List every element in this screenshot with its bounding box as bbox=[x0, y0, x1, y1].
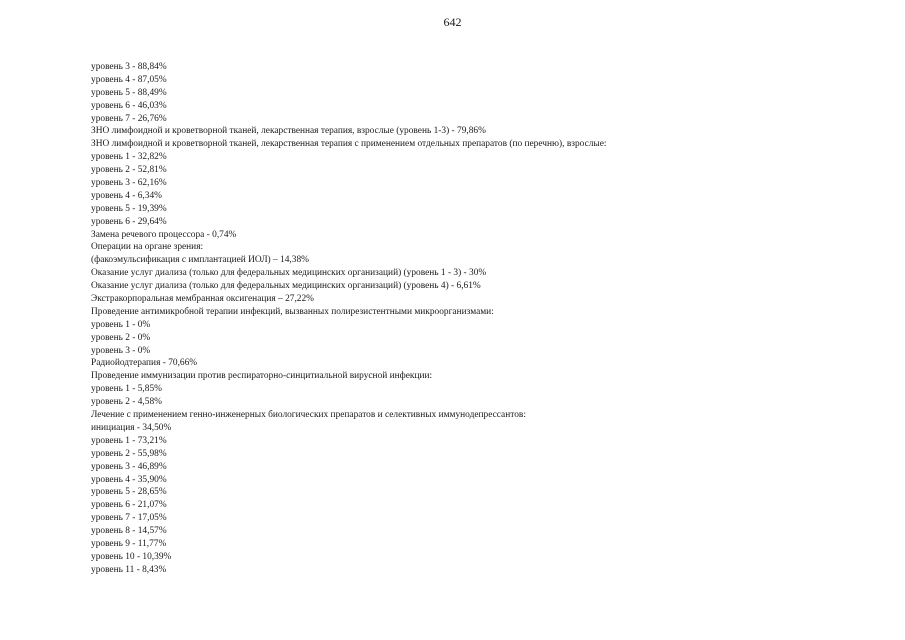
text-line: уровень 6 - 29,64% bbox=[91, 216, 167, 227]
text-line: уровень 6 - 21,07% bbox=[91, 500, 167, 511]
text-line: Проведение антимикробной терапии инфекций, вызванных полирезистентными микроорганизмами: bbox=[91, 306, 494, 317]
text-line: уровень 1 - 73,21% bbox=[91, 435, 167, 446]
text-line: уровень 5 - 88,49% bbox=[91, 87, 167, 98]
text-line: уровень 10 - 10,39% bbox=[91, 551, 172, 562]
text-line: Оказание услуг диализа (только для федеральных медицинских организаций) (уровень 1 - 3) - 30% bbox=[91, 268, 487, 279]
text-line: уровень 11 - 8,43% bbox=[91, 564, 167, 575]
text-line: ЗНО лимфоидной и кроветворной тканей, лекарственная терапия, взрослые (уровень 1-3) - 79,86% bbox=[91, 126, 486, 137]
text-line: Замена речевого процессора - 0,74% bbox=[91, 229, 237, 240]
text-line: уровень 2 - 52,81% bbox=[91, 165, 167, 176]
text-line: уровень 6 - 46,03% bbox=[91, 100, 167, 111]
document-body bbox=[91, 61, 881, 577]
text-line: Операции на органе зрения: bbox=[91, 242, 204, 253]
text-line: уровень 7 - 26,76% bbox=[91, 113, 167, 124]
text-line: Радиойодтерапия - 70,66% bbox=[91, 358, 198, 369]
text-line: Лечение с применением генно-инженерных биологических препаратов и селективных иммунодепрессантов: bbox=[91, 410, 526, 421]
text-line: Проведение иммунизации против респираторно-синцитиальной вирусной инфекции: bbox=[91, 371, 433, 382]
text-line: уровень 3 - 62,16% bbox=[91, 178, 167, 189]
text-line: уровень 5 - 28,65% bbox=[91, 487, 167, 498]
text-line: уровень 4 - 35,90% bbox=[91, 474, 167, 485]
text-line: уровень 1 - 0% bbox=[91, 319, 151, 330]
text-line: уровень 7 - 17,05% bbox=[91, 513, 167, 524]
text-line: уровень 5 - 19,39% bbox=[91, 203, 167, 214]
text-line: ЗНО лимфоидной и кроветворной тканей, лекарственная терапия с применением отдельных препаратов (по перечню), взрослые: bbox=[91, 139, 607, 150]
text-line: инициация - 34,50% bbox=[91, 422, 172, 433]
text-line: уровень 3 - 88,84% bbox=[91, 62, 167, 72]
text-line: Экстракорпоральная мембранная оксигенация – 27,22% bbox=[91, 294, 314, 305]
page-number: 642 bbox=[443, 15, 462, 29]
text-line: уровень 2 - 0% bbox=[91, 332, 151, 343]
text-line: уровень 4 - 6,34% bbox=[91, 190, 162, 201]
text-line: уровень 3 - 46,89% bbox=[91, 461, 167, 472]
text-line: уровень 3 - 0% bbox=[91, 345, 151, 356]
text-line: уровень 4 - 87,05% bbox=[91, 74, 167, 85]
text-line: (факоэмульсификация с имплантацией ИОЛ) – 14,38% bbox=[91, 255, 309, 266]
text-line: уровень 1 - 5,85% bbox=[91, 384, 162, 395]
text-line: уровень 9 - 11,77% bbox=[91, 538, 167, 549]
text-line: уровень 2 - 55,98% bbox=[91, 448, 167, 459]
text-line: уровень 8 - 14,57% bbox=[91, 526, 167, 537]
text-line: уровень 1 - 32,82% bbox=[91, 152, 167, 163]
text-line: Оказание услуг диализа (только для федеральных медицинских организаций) (уровень 4) - 6,61% bbox=[91, 281, 481, 292]
text-line: уровень 2 - 4,58% bbox=[91, 397, 162, 408]
